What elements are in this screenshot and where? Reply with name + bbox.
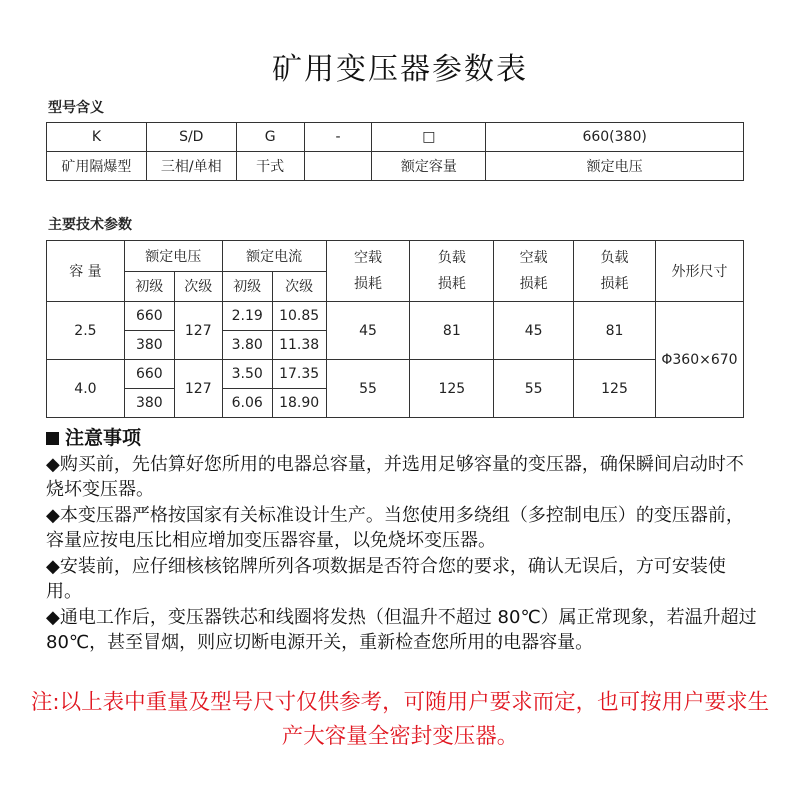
model-meaning-cell [304, 152, 372, 181]
model-section-label: 型号含义 [48, 100, 104, 116]
model-code-cell: □ [372, 123, 486, 152]
header-noload-loss-2 [494, 241, 574, 302]
v-primary-cell: 660 [124, 302, 174, 331]
i-primary-cell: 3.80 [222, 331, 272, 360]
notes-heading: 注意事项 [65, 427, 142, 449]
header-i-secondary: 次级 [272, 271, 326, 302]
page-title: 矿用变压器参数表 [272, 52, 528, 87]
load-loss-cell: 81 [410, 302, 494, 360]
model-meaning-cell: 矿用隔爆型 [47, 152, 147, 181]
tech-params-table [46, 240, 744, 418]
capacity-cell: 2.5 [47, 302, 125, 360]
header-v-primary: 初级 [124, 271, 174, 302]
noload-loss-cell: 55 [326, 360, 410, 418]
i-secondary-cell: 11.38 [272, 331, 326, 360]
model-meaning-cell: 额定容量 [372, 152, 486, 181]
noload-loss-cell: 45 [326, 302, 410, 360]
header-load-loss-2 [574, 241, 656, 302]
header-line: 损耗 [354, 276, 383, 292]
header-load-loss [410, 241, 494, 302]
notes-heading-line [46, 426, 758, 452]
model-code-cell: S/D [146, 123, 236, 152]
header-line: 损耗 [437, 276, 466, 292]
v-primary-cell: 380 [124, 331, 174, 360]
model-meaning-cell: 三相/单相 [146, 152, 236, 181]
header-line: 损耗 [519, 276, 548, 292]
table-row [47, 302, 744, 331]
notes-section [46, 426, 758, 656]
header-rated-voltage: 额定电压 [124, 241, 222, 272]
v-primary-cell: 660 [124, 360, 174, 389]
load-loss-cell: 125 [410, 360, 494, 418]
model-meaning-cell: 额定电压 [486, 152, 744, 181]
i-primary-cell: 6.06 [222, 389, 272, 418]
load-loss-cell-2: 125 [574, 360, 656, 418]
i-primary-cell: 3.50 [222, 360, 272, 389]
header-rated-current: 额定电流 [222, 241, 326, 272]
noload-loss-cell-2: 45 [494, 302, 574, 360]
header-capacity: 容 量 [47, 241, 125, 302]
header-v-secondary: 次级 [174, 271, 222, 302]
v-secondary-cell: 127 [174, 302, 222, 360]
dimensions-cell: Φ360×670 [655, 302, 743, 418]
square-bullet-icon [46, 432, 59, 445]
model-meanings-row [47, 152, 744, 181]
model-code-cell: G [236, 123, 304, 152]
model-code-cell: 660(380) [486, 123, 744, 152]
i-secondary-cell: 10.85 [272, 302, 326, 331]
header-noload-loss [326, 241, 410, 302]
header-line: 空载 [519, 250, 548, 266]
footer-note: 注:以上表中重量及型号尺寸仅供参考，可随用户要求而定，也可按用户要求生产大容量全密封变压器。 [30, 690, 770, 749]
i-secondary-cell: 17.35 [272, 360, 326, 389]
header-line: 负载 [437, 250, 466, 266]
model-table [46, 122, 744, 181]
model-code-cell: K [47, 123, 147, 152]
note-item: ◆购买前，先估算好您所用的电器总容量，并选用足够容量的变压器，确保瞬间启动时不烧坏变压器。 [46, 453, 744, 500]
header-line: 负载 [600, 250, 629, 266]
capacity-cell: 4.0 [47, 360, 125, 418]
header-i-primary: 初级 [222, 271, 272, 302]
load-loss-cell-2: 81 [574, 302, 656, 360]
note-item: ◆本变压器严格按国家有关标准设计生产。当您使用多绕组（多控制电压）的变压器前，容量应按电压比相应增加变压器容量，以免烧坏变压器。 [46, 504, 744, 551]
tech-section-label: 主要技术参数 [48, 217, 132, 233]
note-item: ◆安装前，应仔细核核铭牌所列各项数据是否符合您的要求，确认无误后，方可安装使用。 [46, 555, 726, 602]
note-item: ◆通电工作后，变压器铁芯和线圈将发热（但温升不超过 80℃）属正常现象，若温升超过 80℃，甚至冒烟，则应切断电源开关，重新检查您所用的电器容量。 [46, 606, 757, 653]
header-line: 空载 [354, 250, 383, 266]
header-line: 损耗 [600, 276, 629, 292]
model-meaning-cell: 干式 [236, 152, 304, 181]
header-dimensions: 外形尺寸 [655, 241, 743, 302]
noload-loss-cell-2: 55 [494, 360, 574, 418]
i-secondary-cell: 18.90 [272, 389, 326, 418]
model-codes-row [47, 123, 744, 152]
i-primary-cell: 2.19 [222, 302, 272, 331]
v-primary-cell: 380 [124, 389, 174, 418]
model-code-cell: - [304, 123, 372, 152]
table-row [47, 360, 744, 389]
v-secondary-cell: 127 [174, 360, 222, 418]
